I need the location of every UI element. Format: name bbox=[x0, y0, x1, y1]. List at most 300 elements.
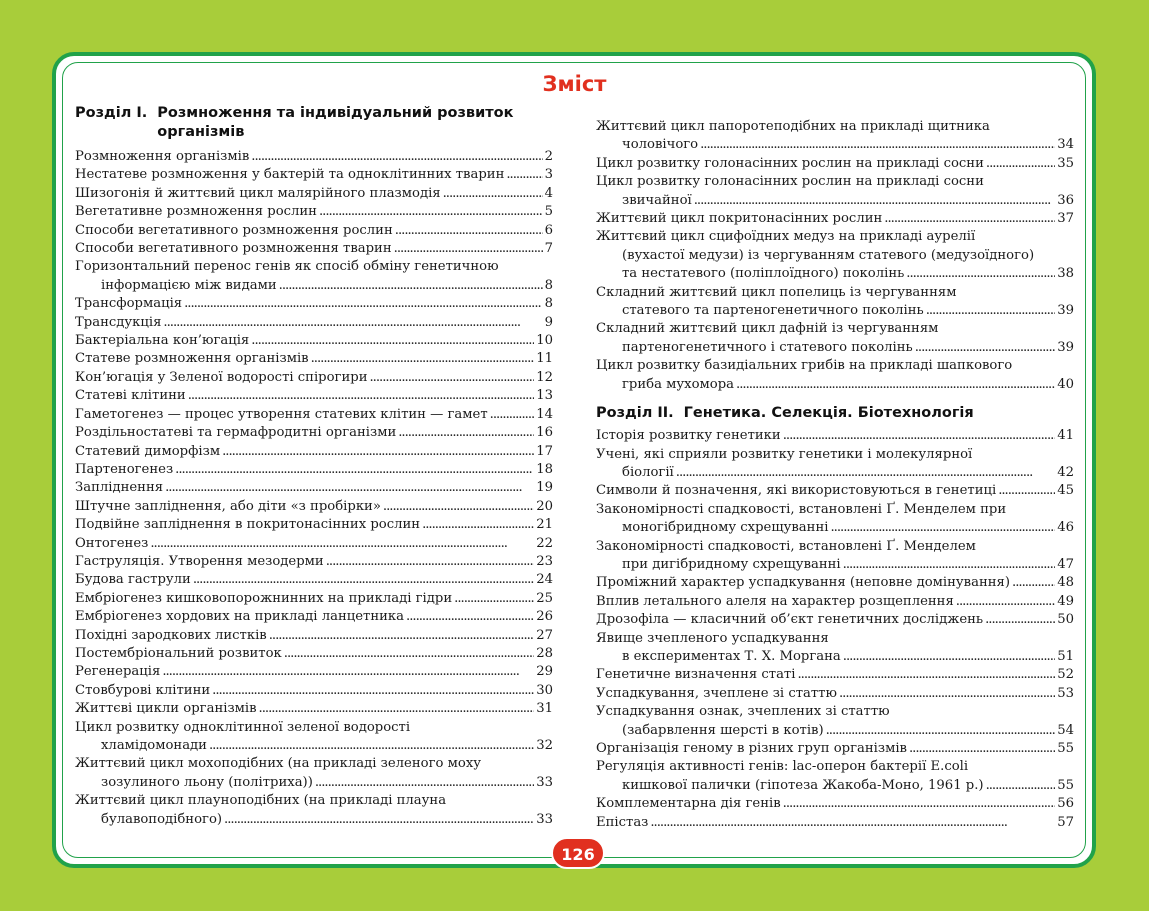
dot-leader bbox=[224, 811, 534, 829]
toc-entry-line bbox=[596, 795, 1074, 813]
toc-entry-page: 39 bbox=[1057, 339, 1074, 355]
toc-entry-text: при дигібридному схрещуванні bbox=[622, 556, 841, 572]
toc-entry-text: в експериментах Т. Х. Моргана bbox=[622, 648, 841, 664]
dot-leader bbox=[783, 795, 1056, 813]
toc-entry-text: Статевий диморфізм bbox=[75, 443, 221, 459]
dot-leader bbox=[259, 700, 535, 718]
toc-entry-text: Статеве розмноження організмів bbox=[75, 351, 309, 367]
toc-entry-text: Трансдукція bbox=[75, 314, 162, 330]
toc-entry-line bbox=[75, 424, 553, 442]
toc-entry-text: Складний життєвий цикл попелиць із чергуванням bbox=[596, 284, 957, 300]
toc-entry bbox=[596, 118, 1074, 155]
toc-entry bbox=[75, 406, 553, 424]
toc-entry-page: 22 bbox=[536, 535, 553, 551]
toc-entry-line bbox=[75, 627, 553, 645]
dot-leader bbox=[279, 277, 543, 295]
toc-entry-line bbox=[75, 277, 553, 295]
toc-entry-page: 26 bbox=[536, 609, 553, 625]
toc-entry-line bbox=[75, 387, 553, 405]
section-2-entries bbox=[596, 427, 1074, 832]
dot-leader bbox=[209, 737, 534, 755]
dot-leader bbox=[783, 427, 1056, 445]
toc-entry-text: Проміжний характер успадкування (неповне домінування) bbox=[596, 575, 1011, 591]
toc-entry-text: Життєвий цикл покритонасінних рослин bbox=[596, 211, 883, 227]
dot-leader bbox=[926, 302, 1056, 320]
toc-entry-page: 54 bbox=[1057, 722, 1074, 738]
toc-entry-text: Трансформація bbox=[75, 296, 183, 312]
page-number-badge: 126 bbox=[551, 837, 605, 869]
section-2-name: Генетика. Селекція. Біотехнологія bbox=[683, 405, 974, 422]
toc-entry-text: Гаструляція. Утворення мезодерми bbox=[75, 553, 324, 569]
toc-entry-line bbox=[75, 811, 553, 829]
toc-entry-page: 7 bbox=[544, 241, 553, 257]
toc-entry-line bbox=[596, 777, 1074, 795]
toc-entry-text: Статеві клітини bbox=[75, 388, 186, 404]
toc-entry bbox=[75, 792, 553, 829]
toc-entry-page: 57 bbox=[1057, 814, 1074, 830]
toc-entry bbox=[596, 630, 1074, 667]
toc-entry-page: 27 bbox=[536, 627, 553, 643]
toc-entry-text: Життєвий цикл мохоподібних (на прикладі зеленого моху bbox=[75, 756, 482, 772]
toc-entry bbox=[596, 210, 1074, 228]
dot-leader bbox=[326, 553, 535, 571]
toc-entry-line bbox=[596, 302, 1074, 320]
toc-entry-text: Закономірності спадковості, встановлені Ґ. Менделем bbox=[596, 538, 976, 554]
toc-entry-text: Шизогонія й життєвий цикл малярійного плазмодія bbox=[75, 185, 441, 201]
dot-leader bbox=[150, 535, 534, 553]
toc-entry-line bbox=[75, 461, 553, 479]
toc-entry-page: 33 bbox=[536, 811, 553, 827]
toc-entry bbox=[75, 314, 553, 332]
toc-entry-text: Вплив летального алеля на характер розщеплення bbox=[596, 593, 954, 609]
toc-entry-line bbox=[596, 648, 1074, 666]
toc-entry-text: моногібридному схрещуванні bbox=[622, 520, 829, 536]
toc-entry-line bbox=[75, 369, 553, 387]
dot-leader bbox=[251, 148, 542, 166]
toc-entry-text: Регуляція активності генів: lac-оперон бактерії E.coli bbox=[596, 759, 969, 775]
toc-entry bbox=[596, 795, 1074, 813]
toc-entry-page: 40 bbox=[1057, 376, 1074, 392]
dot-leader bbox=[319, 203, 543, 221]
toc-entry bbox=[596, 173, 1074, 210]
dot-leader bbox=[909, 740, 1055, 758]
toc-entry-line bbox=[75, 663, 553, 681]
dot-leader bbox=[383, 498, 534, 516]
toc-entry-line bbox=[75, 203, 553, 221]
toc-entry-text: Вегетативне розмноження рослин bbox=[75, 204, 317, 220]
dot-leader bbox=[986, 777, 1056, 795]
dot-leader bbox=[736, 376, 1055, 394]
toc-entry bbox=[596, 155, 1074, 173]
toc-entry-page: 33 bbox=[536, 774, 553, 790]
toc-entry-page: 34 bbox=[1057, 137, 1074, 153]
toc-entry-text: Нестатеве розмноження у бактерій та одноклітинних тварин bbox=[75, 167, 505, 183]
toc-entry-page: 39 bbox=[1057, 303, 1074, 319]
dot-leader bbox=[184, 295, 542, 313]
section-1-entries-continued bbox=[596, 118, 1074, 394]
toc-entry-text: Цикл розвитку одноклітинної зеленої водорості bbox=[75, 719, 411, 735]
toc-entry bbox=[75, 571, 553, 589]
toc-entry bbox=[75, 258, 553, 295]
toc-entry-page: 30 bbox=[536, 682, 553, 698]
toc-entry-text: Способи вегетативного розмноження рослин bbox=[75, 222, 393, 238]
toc-entry-line bbox=[596, 574, 1074, 592]
toc-entry bbox=[596, 740, 1074, 758]
toc-entry-page: 11 bbox=[536, 351, 553, 367]
toc-entry-page: 29 bbox=[536, 664, 553, 680]
toc-entry-text: Стовбурові клітини bbox=[75, 682, 211, 698]
toc-entry-page: 8 bbox=[544, 277, 553, 293]
dot-leader bbox=[395, 222, 543, 240]
toc-entry bbox=[596, 666, 1074, 684]
toc-entry-text: Цикл розвитку голонасінних рослин на прикладі сосни bbox=[596, 174, 984, 190]
toc-entry-text: Успадкування, зчеплене зі статтю bbox=[596, 685, 837, 701]
dot-leader bbox=[843, 648, 1055, 666]
toc-entry-line bbox=[75, 240, 553, 258]
toc-entry-text: (забарвлення шерсті в котів) bbox=[622, 722, 824, 738]
toc-entry bbox=[75, 240, 553, 258]
dot-leader bbox=[251, 332, 534, 350]
toc-entry bbox=[75, 185, 553, 203]
toc-entry-line bbox=[596, 376, 1074, 394]
toc-entry bbox=[75, 332, 553, 350]
section-1-name: Розмноження та індивідуальний розвиток організмів bbox=[157, 105, 514, 140]
toc-entry bbox=[75, 350, 553, 368]
toc-entry-line bbox=[75, 590, 553, 608]
toc-entry-text: Партеногенез bbox=[75, 461, 174, 477]
toc-entry bbox=[75, 700, 553, 718]
toc-entry-page: 19 bbox=[536, 480, 553, 496]
toc-entry bbox=[75, 682, 553, 700]
toc-entry-text: гриба мухомора bbox=[622, 376, 735, 392]
toc-entry-page: 20 bbox=[536, 498, 553, 514]
toc-entry-line bbox=[75, 498, 553, 516]
toc-entry bbox=[75, 148, 553, 166]
toc-entry bbox=[75, 498, 553, 516]
toc-entry-line bbox=[596, 666, 1074, 684]
dot-leader bbox=[443, 185, 543, 203]
toc-entry-text: Комплементарна дія генів bbox=[596, 796, 781, 812]
toc-entry bbox=[596, 685, 1074, 703]
toc-entry-line bbox=[596, 611, 1074, 629]
toc-entry-line bbox=[75, 166, 553, 184]
toc-entry-page: 47 bbox=[1057, 556, 1074, 572]
toc-entry-page: 49 bbox=[1057, 593, 1074, 609]
dot-leader bbox=[175, 461, 534, 479]
toc-entry-page: 17 bbox=[536, 443, 553, 459]
toc-entry bbox=[75, 590, 553, 608]
toc-entry-text: кишкової палички (гіпотеза Жакоба-Моно, 1961 р.) bbox=[622, 777, 984, 793]
toc-entry-page: 25 bbox=[536, 590, 553, 606]
dot-leader bbox=[188, 387, 535, 405]
toc-entry-page: 35 bbox=[1057, 155, 1074, 171]
toc-entry-text: Дрозофіла — класичний об’єкт генетичних досліджень bbox=[596, 612, 984, 628]
toc-entry-text: Будова гаструли bbox=[75, 572, 191, 588]
toc-entry-page: 48 bbox=[1057, 575, 1074, 591]
toc-entry bbox=[596, 427, 1074, 445]
toc-entry-page: 38 bbox=[1057, 266, 1074, 282]
toc-entry-text: (вухастої медузи) із чергуванням статевого (медузоїдного) bbox=[622, 247, 1035, 263]
toc-entry-text: Запліднення bbox=[75, 480, 164, 496]
toc-entry-page: 55 bbox=[1057, 741, 1074, 756]
toc-entry-page: 12 bbox=[536, 369, 553, 385]
toc-entry-line bbox=[596, 464, 1074, 482]
toc-entry bbox=[596, 611, 1074, 629]
toc-entry-text: хламідомонади bbox=[101, 738, 207, 753]
section-1-heading bbox=[75, 104, 553, 142]
toc-entry-line bbox=[596, 155, 1074, 173]
toc-entry bbox=[75, 166, 553, 184]
toc-entry-page: 50 bbox=[1057, 612, 1074, 628]
dot-leader bbox=[163, 314, 542, 332]
toc-entry-page: 31 bbox=[536, 701, 553, 717]
toc-entry-text: зозулиного льону (політриха)) bbox=[101, 774, 313, 790]
toc-entry bbox=[596, 593, 1074, 611]
dot-leader bbox=[422, 516, 534, 534]
dot-leader bbox=[700, 136, 1055, 154]
dot-leader bbox=[915, 339, 1055, 357]
toc-entry-page: 55 bbox=[1057, 777, 1074, 793]
dot-leader bbox=[394, 240, 543, 258]
toc-entry-text: біології bbox=[622, 464, 674, 480]
toc-entry-line bbox=[75, 406, 553, 424]
toc-entry-text: Цикл розвитку базидіальних грибів на прикладі шапкового bbox=[596, 358, 1013, 374]
toc-entry-line bbox=[75, 295, 553, 313]
toc-entry-page: 4 bbox=[544, 185, 553, 201]
dot-leader bbox=[315, 774, 534, 792]
toc-entry-line bbox=[596, 556, 1074, 574]
toc-entry-text: булавоподібного) bbox=[101, 811, 223, 827]
toc-entry-line bbox=[596, 685, 1074, 703]
dot-leader bbox=[650, 814, 1055, 832]
toc-entry-page: 6 bbox=[544, 222, 553, 238]
dot-leader bbox=[406, 608, 534, 626]
toc-entry bbox=[75, 719, 553, 756]
toc-entry-text: Бактеріальна кон’югація bbox=[75, 333, 250, 349]
section-2-number: Розділ II. bbox=[596, 405, 674, 422]
toc-entry bbox=[75, 424, 553, 442]
dot-leader bbox=[676, 464, 1055, 482]
toc-entry-page: 13 bbox=[536, 388, 553, 404]
toc-entry bbox=[75, 479, 553, 497]
toc-entry-line bbox=[596, 427, 1074, 445]
toc-entry-page: 28 bbox=[536, 645, 553, 661]
toc-entry-line bbox=[596, 192, 1074, 210]
toc-entry bbox=[596, 758, 1074, 795]
toc-entry-line bbox=[75, 185, 553, 203]
toc-entry-text: Історія розвитку генетики bbox=[596, 428, 781, 444]
toc-entry-line bbox=[75, 516, 553, 534]
toc-entry-page: 52 bbox=[1057, 667, 1074, 683]
dot-leader bbox=[222, 443, 534, 461]
toc-entry-text: Гаметогенез — процес утворення статевих клітин — гамет bbox=[75, 406, 488, 422]
toc-entry-page: 2 bbox=[544, 149, 553, 164]
dot-leader bbox=[369, 369, 534, 387]
dot-leader bbox=[985, 611, 1055, 629]
toc-entry-line bbox=[75, 737, 553, 755]
toc-entry-text: інформацією між видами bbox=[101, 277, 277, 293]
toc-entry-text: Похідні зародкових листків bbox=[75, 627, 267, 643]
dot-leader bbox=[454, 590, 534, 608]
toc-entry-text: Генетичне визначення статі bbox=[596, 667, 796, 683]
toc-entry-line bbox=[596, 210, 1074, 228]
toc-entry bbox=[75, 608, 553, 626]
toc-entry-text: Цикл розвитку голонасінних рослин на прикладі сосни bbox=[596, 155, 984, 171]
toc-entry bbox=[75, 553, 553, 571]
toc-entry-line bbox=[596, 265, 1074, 283]
toc-entry-line bbox=[596, 136, 1074, 154]
toc-entry-line bbox=[75, 571, 553, 589]
toc-entry bbox=[75, 461, 553, 479]
toc-entry bbox=[75, 755, 553, 792]
toc-entry-page: 41 bbox=[1057, 428, 1074, 444]
dot-leader bbox=[956, 593, 1055, 611]
dot-leader bbox=[506, 166, 542, 184]
toc-entry-line bbox=[596, 519, 1074, 537]
dot-leader bbox=[797, 666, 1055, 684]
toc-entry bbox=[75, 295, 553, 313]
toc-entry bbox=[75, 387, 553, 405]
toc-entry-text: Регенерація bbox=[75, 664, 161, 680]
dot-leader bbox=[843, 556, 1056, 574]
toc-entry bbox=[75, 663, 553, 681]
toc-entry-text: звичайної bbox=[622, 192, 692, 208]
toc-entry-line bbox=[75, 553, 553, 571]
toc-entry-text: чоловічого bbox=[622, 137, 699, 153]
toc-entry bbox=[75, 222, 553, 240]
toc-entry-page: 16 bbox=[536, 425, 553, 441]
dot-leader bbox=[830, 519, 1055, 537]
toc-entry-text: Розмноження організмів bbox=[75, 149, 250, 164]
toc-entry-text: Учені, які сприяли розвитку генетики і молекулярної bbox=[596, 446, 973, 462]
toc-entry-line bbox=[75, 700, 553, 718]
toc-entry-text: Закономірності спадковості, встановлені Ґ. Менделем при bbox=[596, 501, 1007, 517]
toc-entry-line bbox=[75, 479, 553, 497]
toc-entry-line bbox=[75, 608, 553, 626]
toc-entry-line bbox=[75, 645, 553, 663]
toc-entry-page: 32 bbox=[536, 738, 553, 753]
toc-entry-line bbox=[75, 350, 553, 368]
toc-entry-line bbox=[596, 339, 1074, 357]
toc-entry-line bbox=[75, 332, 553, 350]
toc-entry-text: Складний життєвий цикл дафній із чергуванням bbox=[596, 321, 939, 337]
toc-entry-page: 36 bbox=[1057, 192, 1074, 208]
toc-entry-text: Символи й позначення, які використовуються в генетиці bbox=[596, 483, 997, 499]
toc-entry-page: 46 bbox=[1057, 520, 1074, 536]
toc-entry-page: 24 bbox=[536, 572, 553, 588]
toc-entry-text: Організація геному в різних груп організмів bbox=[596, 741, 907, 756]
dot-leader bbox=[398, 424, 534, 442]
toc-entry bbox=[75, 645, 553, 663]
toc-entry-text: Успадкування ознак, зчеплених зі статтю bbox=[596, 704, 890, 720]
toc-entry-page: 8 bbox=[544, 296, 553, 312]
toc-entry-line bbox=[75, 535, 553, 553]
toc-entry-page: 3 bbox=[544, 167, 553, 183]
toc-entry-text: Життєвий цикл сцифоїдних медуз на прикладі аурелії bbox=[596, 229, 976, 245]
toc-entry-page: 42 bbox=[1057, 464, 1074, 480]
toc-entry-page: 53 bbox=[1057, 685, 1074, 701]
toc-entry-text: Явище зчепленого успадкування bbox=[596, 630, 829, 646]
toc-entry-text: Життєвий цикл папоротеподібних на прикладі щитника bbox=[596, 119, 990, 134]
toc-entry bbox=[596, 703, 1074, 740]
toc-entry-page: 9 bbox=[544, 314, 553, 330]
toc-entry bbox=[75, 535, 553, 553]
toc-entry-line bbox=[75, 682, 553, 700]
dot-leader bbox=[284, 645, 534, 663]
toc-entry-text: Способи вегетативного розмноження тварин bbox=[75, 241, 392, 257]
toc-entry-text: Постембріональний розвиток bbox=[75, 645, 282, 661]
toc-entry bbox=[596, 284, 1074, 321]
toc-entry bbox=[75, 443, 553, 461]
toc-entry-page: 10 bbox=[536, 333, 553, 349]
page-title: Зміст bbox=[542, 72, 607, 96]
toc-entry-text: Ембріогенез хордових на прикладі ланцетника bbox=[75, 609, 405, 625]
toc-entry-line bbox=[596, 722, 1074, 740]
toc-entry-line bbox=[596, 740, 1074, 758]
dot-leader bbox=[490, 406, 535, 424]
dot-leader bbox=[884, 210, 1055, 228]
toc-entry bbox=[596, 357, 1074, 394]
dot-leader bbox=[826, 722, 1056, 740]
toc-entry-line bbox=[596, 593, 1074, 611]
toc-entry-text: статевого та партеногенетичного поколінь bbox=[622, 303, 924, 319]
section-2-heading bbox=[596, 404, 1074, 423]
toc-entry-page: 56 bbox=[1057, 796, 1074, 812]
toc-entry-line bbox=[75, 443, 553, 461]
dot-leader bbox=[839, 685, 1055, 703]
dot-leader bbox=[694, 192, 1055, 210]
toc-entry-text: Штучне запліднення, або діти «з пробірки» bbox=[75, 498, 381, 514]
toc-entry-text: Кон’югація у Зеленої водорості спірогири bbox=[75, 369, 368, 385]
toc-entry-page: 23 bbox=[536, 553, 553, 569]
toc-entry-page: 45 bbox=[1057, 483, 1074, 499]
toc-right-column bbox=[596, 118, 1074, 832]
toc-entry-text: Життєві цикли організмів bbox=[75, 701, 257, 717]
toc-entry bbox=[596, 228, 1074, 283]
section-1-entries bbox=[75, 148, 553, 829]
toc-entry-page: 51 bbox=[1057, 648, 1074, 664]
section-1-number: Розділ I. bbox=[75, 105, 148, 121]
toc-entry-page: 14 bbox=[536, 406, 553, 422]
toc-entry bbox=[75, 369, 553, 387]
toc-entry-text: Онтогенез bbox=[75, 535, 149, 551]
toc-entry-text: Горизонтальний перенос генів як спосіб обміну генетичною bbox=[75, 259, 499, 275]
toc-entry bbox=[596, 446, 1074, 483]
dot-leader bbox=[212, 682, 534, 700]
dot-leader bbox=[269, 627, 534, 645]
dot-leader bbox=[998, 482, 1055, 500]
toc-entry-line bbox=[75, 222, 553, 240]
toc-entry bbox=[596, 814, 1074, 832]
dot-leader bbox=[162, 663, 534, 681]
toc-entry-line bbox=[596, 814, 1074, 832]
dot-leader bbox=[1012, 574, 1055, 592]
toc-entry bbox=[596, 538, 1074, 575]
toc-entry-page: 5 bbox=[544, 204, 553, 220]
toc-entry-page: 37 bbox=[1057, 211, 1074, 227]
toc-left-column bbox=[75, 104, 553, 829]
toc-entry bbox=[596, 501, 1074, 538]
toc-entry-text: Епістаз bbox=[596, 814, 649, 830]
toc-entry-text: Життєвий цикл плауноподібних (на прикладі плауна bbox=[75, 793, 447, 809]
dot-leader bbox=[311, 350, 535, 368]
toc-entry-page: 21 bbox=[536, 517, 553, 533]
dot-leader bbox=[986, 155, 1055, 173]
toc-entry-line bbox=[75, 148, 553, 166]
toc-entry bbox=[596, 320, 1074, 357]
toc-entry bbox=[596, 482, 1074, 500]
toc-entry-text: партеногенетичного і статевого поколінь bbox=[622, 339, 913, 355]
